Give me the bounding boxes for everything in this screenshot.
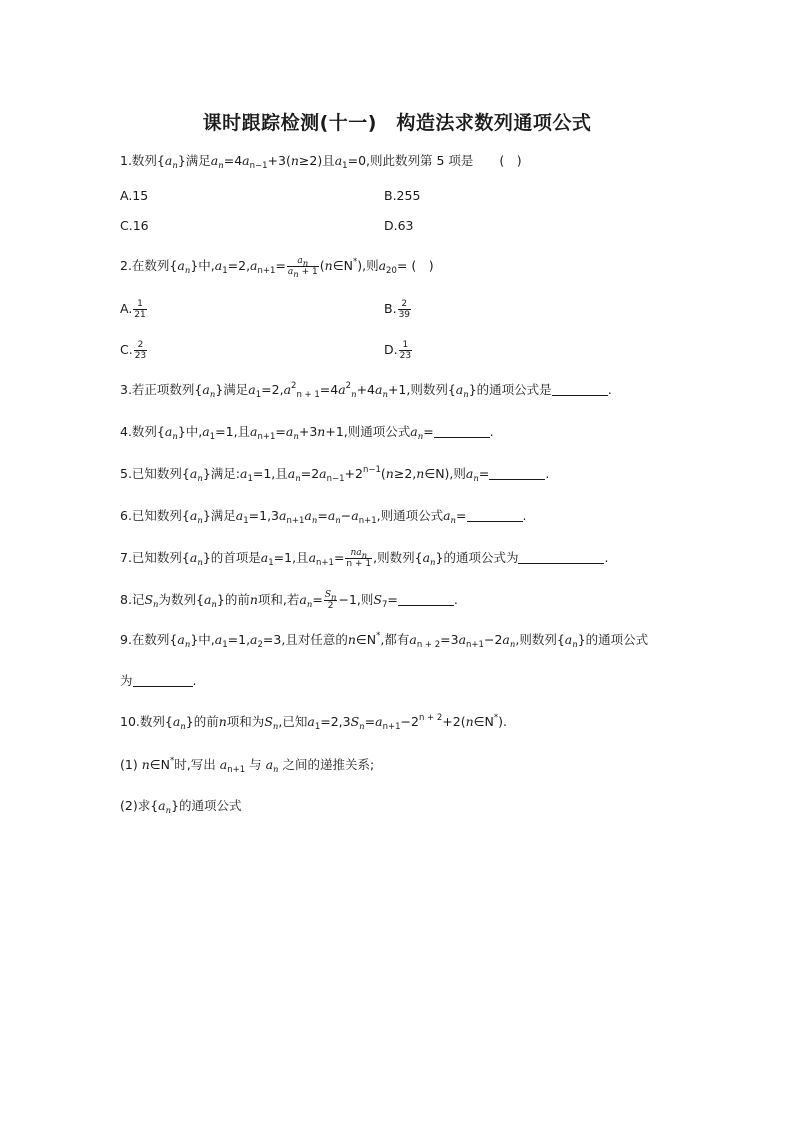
- answer-paren: ( ): [499, 153, 522, 168]
- fraction: $\frac{S_n}{2}$: [324, 590, 337, 611]
- q2-option-d[interactable]: D. $\frac{1}{23}$: [384, 340, 412, 361]
- answer-blank[interactable]: [467, 509, 523, 522]
- question-7: 7.已知数列$\{a_n\}$的首项是$a_1=1$,且$a_{n+1}=$ $\frac{na_n}{n + 1}$ ,则数列$\{a_n\}$的通项公式为 .: [120, 548, 609, 569]
- q1-option-b[interactable]: B.255: [384, 188, 421, 203]
- answer-blank[interactable]: [489, 467, 545, 480]
- q1-option-c[interactable]: C.16: [120, 218, 149, 233]
- fraction: $\frac{a_n}{a_n + 1}$: [287, 256, 318, 280]
- q2-option-c[interactable]: C. $\frac{2}{23}$: [120, 340, 147, 361]
- q2-option-a[interactable]: A. $\frac{1}{21}$: [120, 299, 146, 320]
- answer-blank[interactable]: [398, 593, 454, 606]
- question-8: 8.记$S_n$为数列$\{a_n\}$的前n项和,若$a_n=$ $\frac{S_n}{2}$ −1,则$S_7=$ .: [120, 590, 458, 611]
- answer-blank[interactable]: [133, 674, 193, 687]
- question-3: 3.若正项数列$\{a_n\}$满足$a_1=2,a^2_{n + 1}=4a^2_n+4a_n+1$,则数列$\{a_n\}$的通项公式是 .: [120, 381, 612, 400]
- answer-blank[interactable]: [434, 425, 490, 438]
- answer-blank[interactable]: [518, 551, 604, 564]
- question-2: 2.在数列$\{a_n\}$中$,a_1=2,a_{n+1}=$ $\frac{a_n}{a_n + 1}$ (n∈N*),则$a_{20}=$ ( ): [120, 256, 434, 280]
- question-4: 4.数列$\{a_n\}$中$,a_1=1$,且$a_{n+1}=a_n+3n+1$,则通项公式$a_n=$ .: [120, 424, 494, 442]
- question-9: 9.在数列$\{a_n\}$中$,a_1=1,a_2=3$,且对任意的n∈N*,都有$a_{n + 2}=3a_{n+1}-2a_n$,则数列$\{a_n\}$的通项公式: [120, 631, 649, 650]
- question-10-part-2: (2)求$\{a_n\}$的通项公式: [120, 798, 242, 816]
- q1-option-a[interactable]: A.15: [120, 188, 149, 203]
- question-10: 10.数列$\{a_n\}$的前n项和为$S_n$,已知$a_1=2,3S_n=a_{n+1}-2^{n + 2}+2(n\in N^*)$.: [120, 713, 508, 732]
- question-6: 6.已知数列$\{a_n\}$满足$a_1=1,3a_{n+1}a_n=a_n-a_{n+1}$,则通项公式$a_n=$ .: [120, 508, 527, 526]
- question-10-part-1: (1) n∈N*时,写出 $a_{n+1}$ 与 $a_n$ 之间的递推关系;: [120, 756, 375, 775]
- fraction: $\frac{na_n}{n + 1}$: [346, 548, 372, 569]
- question-1: 1.数列$\{a_n\}$满足$a_n=4a_{n-1}+3(n\ge 2)$且$a_1=0$,则此数列第 5 项是 ( ): [120, 153, 522, 171]
- page-title: 课时跟踪检测(十一) 构造法求数列通项公式: [202, 112, 592, 134]
- question-9-line-2: 为 .: [120, 673, 197, 688]
- answer-blank[interactable]: [552, 383, 608, 396]
- q1-option-d[interactable]: D.63: [384, 218, 414, 233]
- question-5: 5.已知数列$\{a_n\}$满足$:a_1=1$,且$a_n=2a_{n-1}+2^{n-1}(n\ge 2,n\in N)$,则$a_n=$ .: [120, 465, 550, 484]
- q2-option-b[interactable]: B. $\frac{2}{39}$: [384, 299, 411, 320]
